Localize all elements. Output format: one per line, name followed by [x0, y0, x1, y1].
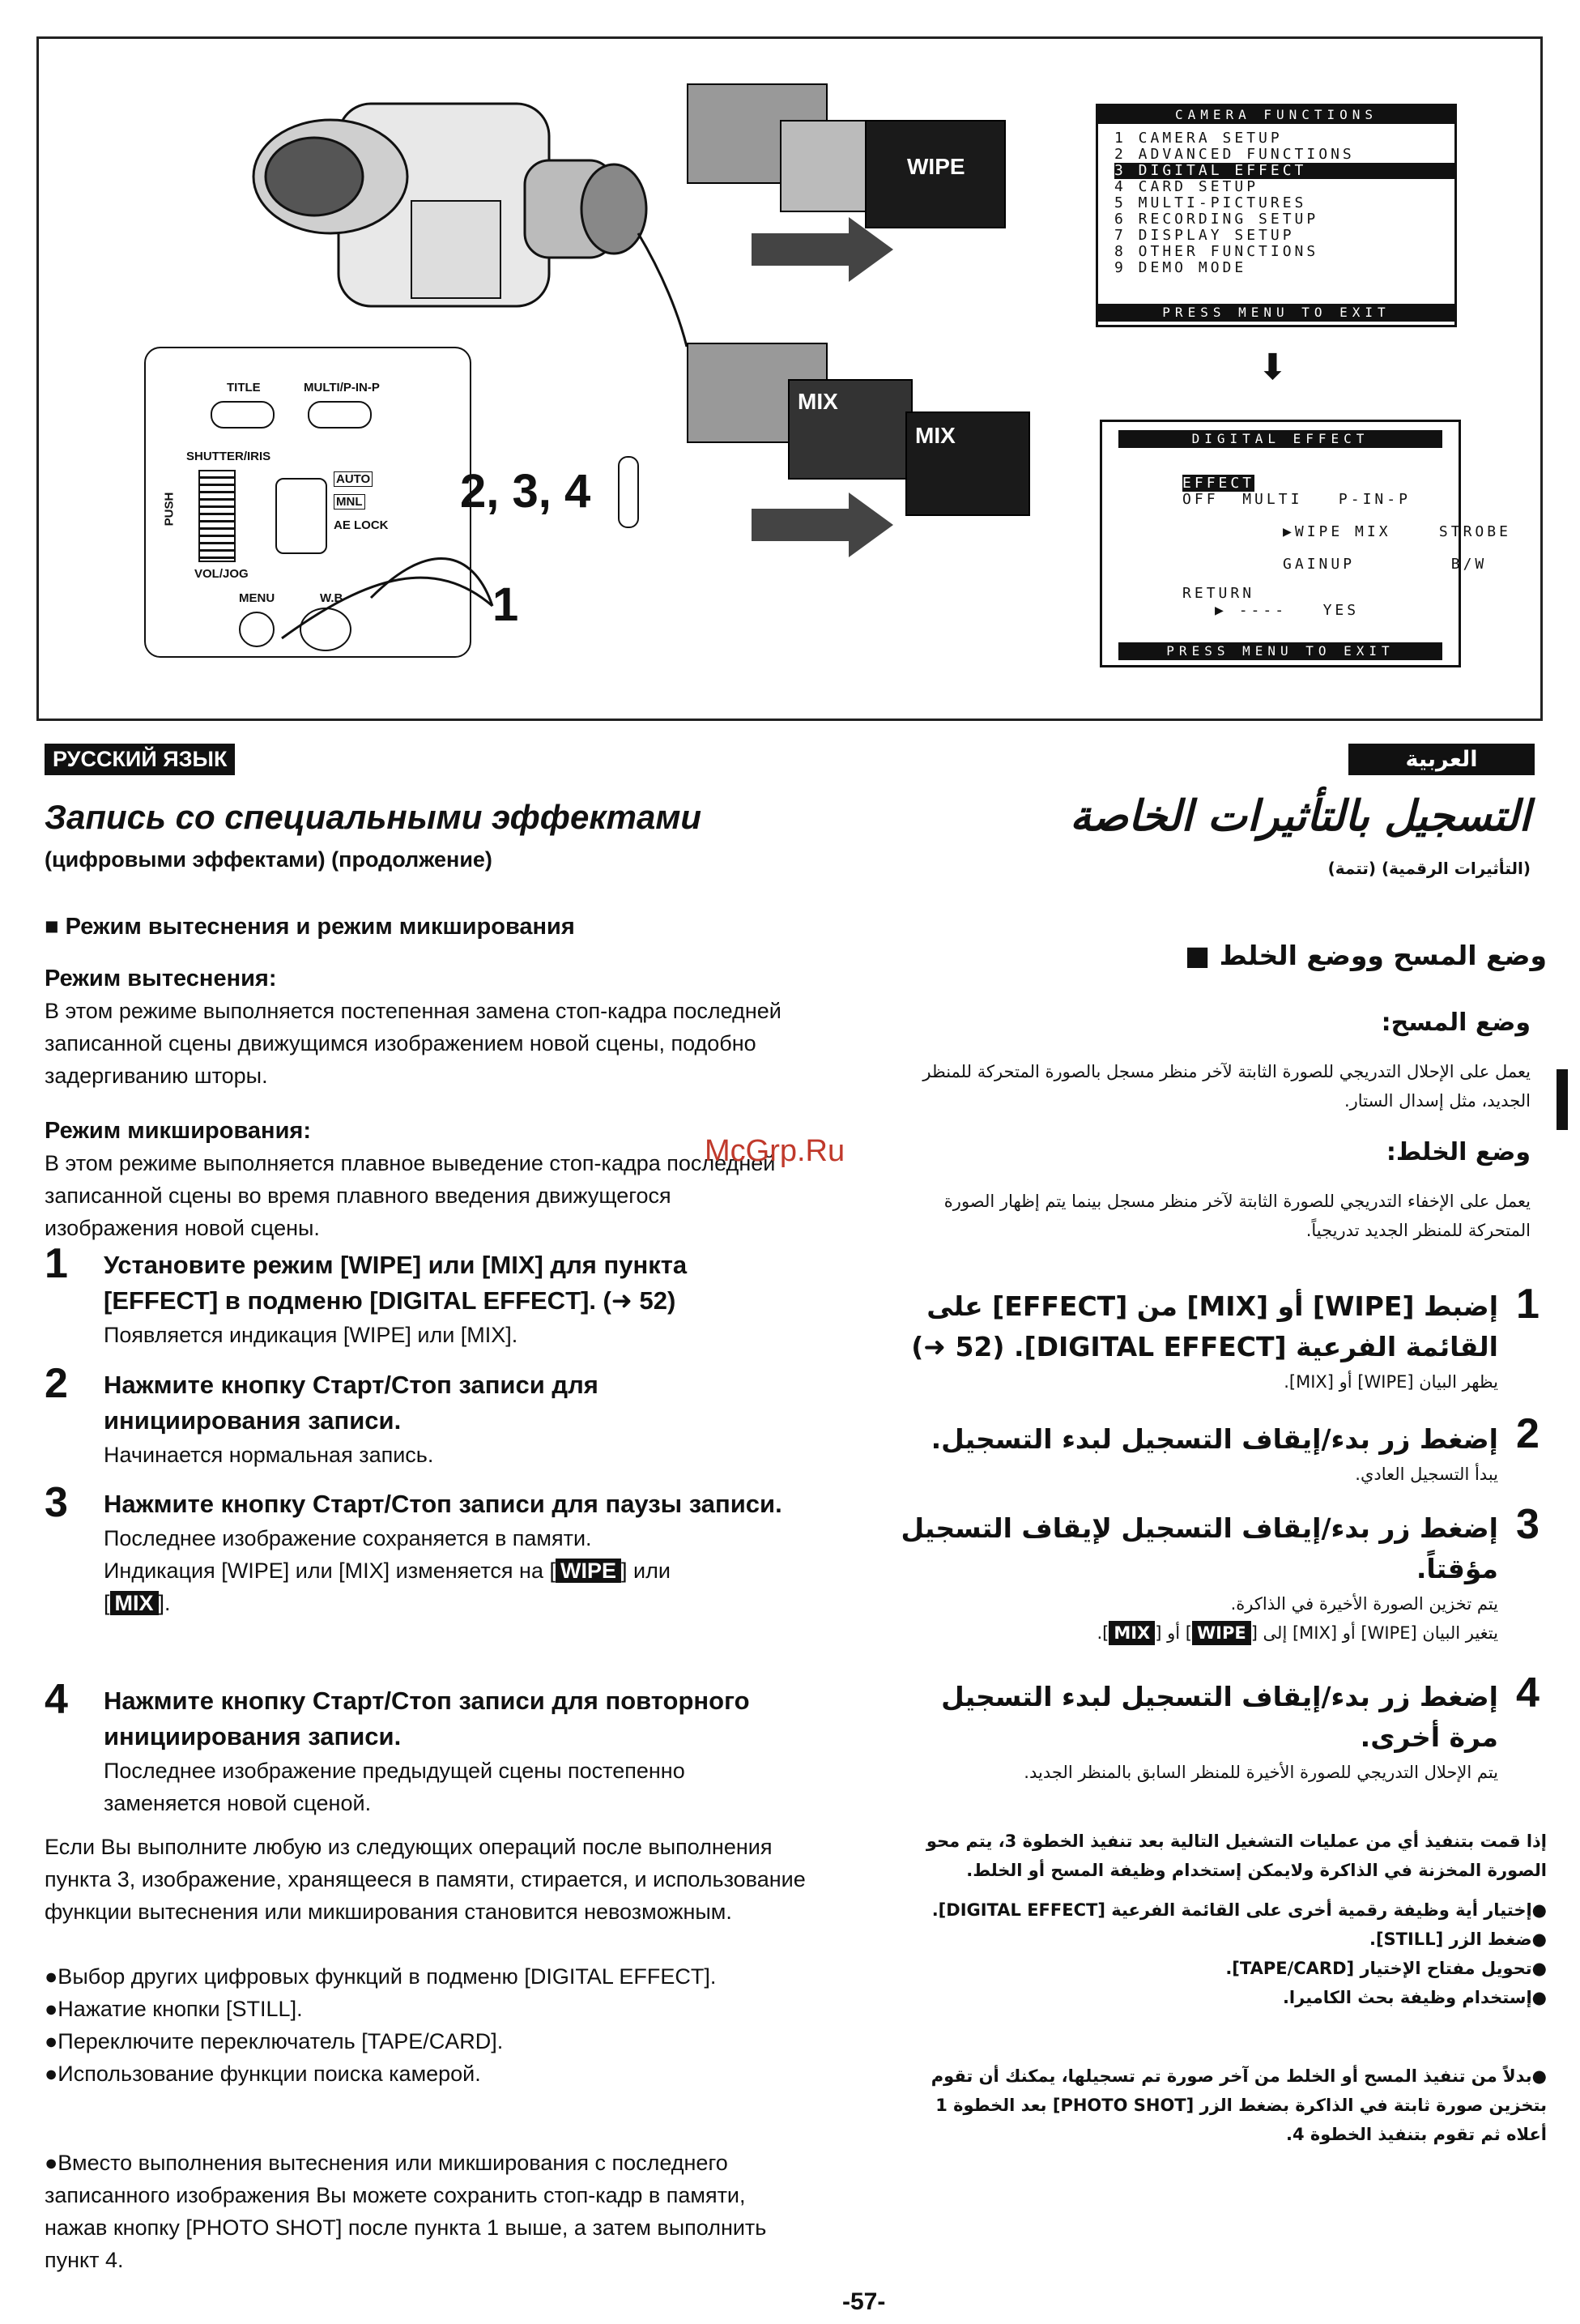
- page-subtitle: (цифровыми эффектами) (продолжение): [45, 847, 492, 872]
- arabic-tip: ●بدلاً من تنفيذ المسح أو الخلط من آخر صورة تم تسجيلها، يمكنك أن تقوم بتخزين صورة ثابتة في الذاكرة بضغط الزر [PHOTO SHOT] بعد الخطوة 1 أعلاه ثم تقوم بتنفيذ الخطوة 4.: [931, 2066, 1547, 2144]
- arabic-mix-description: يعمل على الإخفاء التدريجي للصورة الثابتة لآخر منظر مسجل بينما يتم إظهار الصورة المتحركة للمنظر الجديد تدريجياً.: [943, 1192, 1531, 1240]
- list-item: ●Нажатие кнопки [STILL].: [45, 1997, 303, 2021]
- wb-label: W.B: [320, 591, 343, 605]
- step-number: 1: [45, 1240, 68, 1287]
- step-title: إضغط زر بدء/إيقاف التسجيل لبدء التسجيل.: [931, 1423, 1498, 1455]
- note-intro: Если Вы выполните любую из следующих операций после выполнения пункта 3, изображение, хранящееся в памяти, стирается, и использование функции вытеснения или микширования становится невозможным.: [45, 1835, 806, 1924]
- step-description-part: ].: [1097, 1623, 1109, 1643]
- wipe-badge: WIPE: [1192, 1621, 1251, 1645]
- arabic-step-2: [891, 1419, 1498, 1489]
- arabic-wipe-description: يعمل على الإحلال التدريجي للصورة الثابتة لآخر منظر مسجل بالصورة المتحركة للمنظر الجديد، مثل إسدال الستار.: [922, 1062, 1531, 1111]
- step-title: Установите режим [WIPE] или [MIX] для пункта [EFFECT] в подменю [DIGITAL EFFECT]. (➜ 52): [104, 1251, 688, 1315]
- menu-item[interactable]: 2 ADVANCED FUNCTIONS: [1114, 146, 1355, 163]
- step-title: Нажмите кнопку Старт/Стоп записи для инициирования записи.: [104, 1371, 598, 1435]
- multi-label: MULTI/P-IN-P: [304, 381, 380, 394]
- list-item: ●Переключите переключатель [TAPE/CARD].: [45, 2029, 504, 2053]
- menu-item[interactable]: 9 DEMO MODE: [1114, 259, 1247, 276]
- menu-label: MENU: [239, 591, 275, 605]
- wipe-badge: WIPE: [556, 1559, 621, 1583]
- tip: ●Вместо выполнения вытеснения или микширования с последнего записанного изображения Вы можете сохранить стоп-кадр в памяти, нажав кнопку [PHOTO SHOT] после пункта 1 выше, а затем выполнить пункт 4.: [45, 2151, 767, 2272]
- list-item: ●Выбор других цифровых функций в подменю [DIGITAL EFFECT].: [45, 1964, 717, 1989]
- arabic-wipe-heading: وضع المسح:: [1381, 1008, 1531, 1037]
- arabic-step-4: [891, 1677, 1498, 1787]
- shutter-iris-label: SHUTTER/IRIS: [186, 450, 271, 463]
- record-button-illustration: [618, 456, 639, 528]
- russian-lang-tag: РУССКИЙ ЯЗЫК: [45, 744, 235, 775]
- step-number: 3: [45, 1479, 68, 1526]
- step-description-part: Индикация [WIPE] или [MIX] изменяется на [: [104, 1559, 556, 1583]
- arabic-note-intro: إذا قمت بتنفيذ أي من عمليات التشغيل التالية بعد تنفيذ الخطوة 3، يتم محو الصورة المخزنة في الذاكرة ولايمكن إستخدام وظيفة المسح أو الخلط.: [926, 1831, 1547, 1880]
- multi-pinp-button[interactable]: [308, 401, 372, 429]
- step-description-part: ] أو [: [1155, 1623, 1192, 1643]
- wipe-arrow: [752, 217, 897, 282]
- manual-label: MNL: [334, 494, 365, 510]
- effect-row-1[interactable]: OFF MULTI P-IN-P: [1182, 491, 1411, 508]
- arabic-step-3: [891, 1508, 1498, 1648]
- callout-one: 1: [492, 578, 519, 631]
- mix-description: В этом режиме выполняется плавное выведение стоп-кадра последней записанной сцены во время плавного введения движущегося изображения новой сцены.: [45, 1151, 776, 1240]
- watermark: McGrp.Ru: [705, 1134, 845, 1168]
- step-2: [104, 1367, 800, 1471]
- callout-lines: [274, 525, 500, 646]
- digital-effect-menu: [1100, 420, 1511, 667]
- auto-label: AUTO: [334, 471, 373, 487]
- step-title: إضغط زر بدء/إيقاف التسجيل لبدء التسجيل مرة أخرى.: [941, 1681, 1498, 1753]
- step-number: 1: [1516, 1281, 1540, 1328]
- mix-frame-2: [788, 379, 913, 480]
- step-description-part: يتغير البيان [WIPE] أو [MIX] إلى [: [1250, 1623, 1498, 1643]
- list-item: ●تحويل مفتاح الإختيار [TAPE/CARD].: [1225, 1959, 1547, 1978]
- illustration-panel: [36, 36, 1543, 721]
- menu-footer: PRESS MENU TO EXIT: [1098, 304, 1454, 322]
- step-number: 4: [1516, 1669, 1540, 1716]
- mix-badge: MIX: [1109, 1621, 1155, 1645]
- list-item: ●إستخدام وظيفة بحث الكاميرا.: [1282, 1988, 1547, 2007]
- step-number: 2: [45, 1360, 68, 1407]
- arabic-title: التسجيل بالتأثيرات الخاصة: [1070, 792, 1531, 841]
- wipe-frame-3: [865, 120, 1006, 228]
- mix-label-1: MIX: [798, 389, 838, 414]
- thumb-index-tab: [1557, 1069, 1568, 1130]
- menu-item[interactable]: 4 CARD SETUP: [1114, 178, 1259, 195]
- arabic-lang-tag: العربية: [1348, 744, 1535, 775]
- step-number: 2: [1516, 1410, 1540, 1457]
- step-description: Начинается нормальная запись.: [104, 1443, 434, 1467]
- menu-item[interactable]: 1 CAMERA SETUP: [1114, 130, 1283, 147]
- page-number: -57-: [842, 2288, 886, 2315]
- step-number: 3: [1516, 1501, 1540, 1548]
- return-label[interactable]: RETURN: [1182, 585, 1255, 602]
- step-1: [104, 1247, 800, 1351]
- wipe-heading: Режим вытеснения:: [45, 966, 277, 991]
- arabic-note-list: [891, 1895, 1547, 2012]
- arabic-section-heading: وضع المسح ووضع الخلط ■: [1184, 940, 1547, 971]
- step-description: Появляется индикация [WIPE] или [MIX].: [104, 1323, 518, 1347]
- effect-row-3[interactable]: GAINUP B/W: [1283, 556, 1488, 573]
- return-value: ▶ ---- YES: [1215, 602, 1360, 619]
- step-description: Последнее изображение предыдущей сцены постепенно заменяется новой сценой.: [104, 1759, 685, 1815]
- voljog-dial[interactable]: [198, 470, 236, 562]
- effect-row-2[interactable]: ▶WIPE MIX STROBE: [1283, 523, 1511, 540]
- mix-heading: Режим микширования:: [45, 1118, 311, 1144]
- arabic-step-1: [891, 1286, 1498, 1397]
- callout-steps: 2, 3, 4: [460, 465, 591, 518]
- step-description-part: ].: [158, 1591, 171, 1615]
- arrow-down-icon: ⬇: [1258, 348, 1288, 387]
- push-label: PUSH: [162, 492, 177, 527]
- section-heading: ■ Режим вытеснения и режим микширования: [45, 914, 575, 940]
- menu-item-selected[interactable]: 3 DIGITAL EFFECT: [1114, 163, 1454, 179]
- effect-label: EFFECT: [1182, 475, 1255, 492]
- menu-item[interactable]: 6 RECORDING SETUP: [1114, 211, 1319, 228]
- wipe-label: WIPE: [907, 154, 965, 179]
- list-item: ●Использование функции поиска камерой.: [45, 2062, 481, 2086]
- step-description: Последнее изображение сохраняется в памяти.: [104, 1526, 592, 1550]
- arabic-subtitle: (التأثيرات الرقمية) (تتمة): [1327, 859, 1531, 878]
- menu-footer: PRESS MENU TO EXIT: [1118, 642, 1442, 660]
- page-title: Запись со специальными эффектами: [45, 798, 702, 836]
- voljog-label: VOL/JOG: [194, 567, 249, 581]
- step-number: 4: [45, 1676, 68, 1723]
- step-title: Нажмите кнопку Старт/Стоп записи для повторного инициирования записи.: [104, 1686, 750, 1750]
- camera-functions-menu: [1096, 104, 1457, 327]
- mix-frame-3: [905, 411, 1030, 516]
- list-item: ●ضغط الزر [STILL].: [1369, 1930, 1547, 1949]
- step-title: إضغط زر بدء/إيقاف التسجيل لإيقاف التسجيل مؤقتاً.: [901, 1512, 1498, 1584]
- menu-item[interactable]: 8 OTHER FUNCTIONS: [1114, 243, 1319, 260]
- step-title: Нажмите кнопку Старт/Стоп записи для паузы записи.: [104, 1490, 782, 1518]
- ae-lock-label: AE LOCK: [334, 518, 389, 532]
- mix-badge: MIX: [110, 1591, 159, 1615]
- title-label: TITLE: [227, 381, 261, 394]
- note-list: [45, 1960, 806, 2090]
- list-item: ●إختيار أية وظيفة رقمية أخرى على القائمة الفرعية [DIGITAL EFFECT].: [931, 1900, 1547, 1920]
- step-4: [104, 1683, 800, 1819]
- digital-effect-title: DIGITAL EFFECT: [1118, 430, 1442, 448]
- menu-item[interactable]: 5 MULTI-PICTURES: [1114, 194, 1307, 211]
- mix-label-2: MIX: [915, 423, 956, 448]
- step-3: [104, 1486, 800, 1619]
- mix-arrow: [752, 493, 897, 557]
- step-title: إضبط [WIPE] أو [MIX] من [EFFECT] على القائمة الفرعية [DIGITAL EFFECT]. (52 ➜): [911, 1290, 1498, 1362]
- title-button[interactable]: [211, 401, 275, 429]
- camcorder-illustration: [177, 87, 695, 355]
- step-description: يظهر البيان [WIPE] أو [MIX].: [1284, 1372, 1498, 1392]
- wipe-description: В этом режиме выполняется постепенная замена стоп-кадра последней записанной сцены движущимся изображением новой сцены, подобно задергиванию шторы.: [45, 999, 781, 1088]
- menu-button[interactable]: [239, 612, 275, 647]
- step-description-part: [: [104, 1591, 110, 1615]
- arabic-mix-heading: وضع الخلط:: [1386, 1138, 1531, 1166]
- camera-functions-title: CAMERA FUNCTIONS: [1098, 106, 1454, 124]
- step-description: يتم الإحلال التدريجي للصورة الأخيرة للمنظر السابق بالمنظر الجديد.: [1024, 1763, 1498, 1782]
- step-description: يبدأ التسجيل العادي.: [1355, 1465, 1498, 1484]
- step-description-part: ] или: [621, 1559, 671, 1583]
- step-description: يتم تخزين الصورة الأخيرة في الذاكرة.: [1230, 1594, 1498, 1614]
- menu-item[interactable]: 7 DISPLAY SETUP: [1114, 227, 1295, 244]
